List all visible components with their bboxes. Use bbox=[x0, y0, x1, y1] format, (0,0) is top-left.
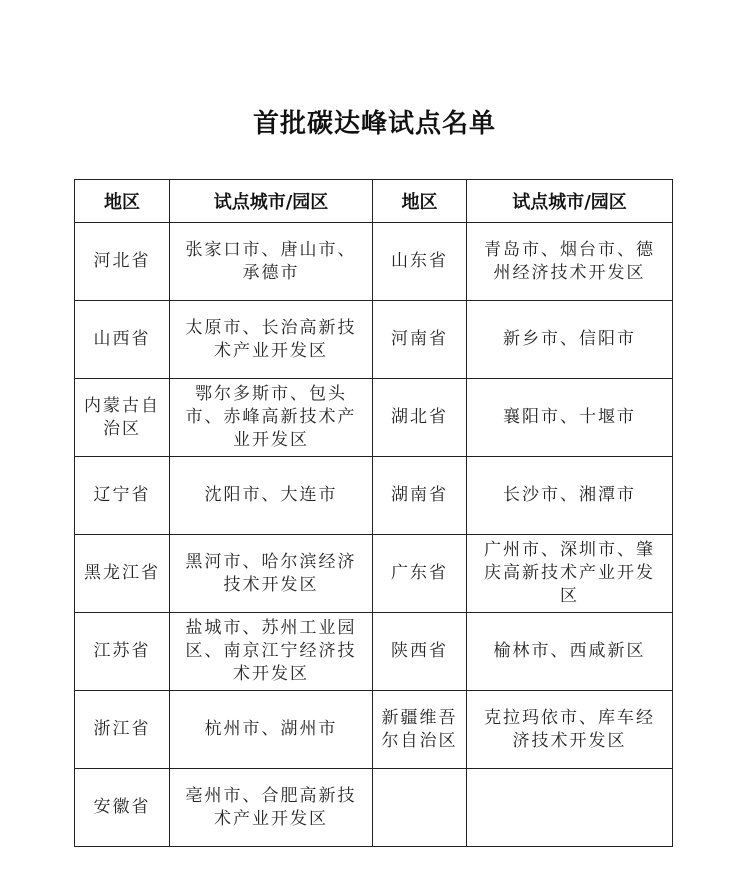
pilot-cell: 广州市、深圳市、肇庆高新技术产业开发区 bbox=[467, 535, 673, 613]
region-cell: 黑龙江省 bbox=[75, 535, 170, 613]
header-pilot-cities-2: 试点城市/园区 bbox=[467, 180, 673, 223]
region-cell: 辽宁省 bbox=[75, 457, 170, 535]
region-cell: 广东省 bbox=[373, 535, 467, 613]
pilot-cell bbox=[467, 769, 673, 847]
region-cell: 河北省 bbox=[75, 223, 170, 301]
pilot-cell: 襄阳市、十堰市 bbox=[467, 379, 673, 457]
region-cell: 新疆维吾尔自治区 bbox=[373, 691, 467, 769]
header-region-1: 地区 bbox=[75, 180, 170, 223]
pilot-cell: 盐城市、苏州工业园区、南京江宁经济技术开发区 bbox=[170, 613, 373, 691]
region-cell: 内蒙古自治区 bbox=[75, 379, 170, 457]
table-row bbox=[75, 379, 673, 457]
pilot-cell: 杭州市、湖州市 bbox=[170, 691, 373, 769]
document-title: 首批碳达峰试点名单 bbox=[252, 109, 496, 139]
pilot-cell: 新乡市、信阳市 bbox=[467, 301, 673, 379]
region-cell: 江苏省 bbox=[75, 613, 170, 691]
header-region-2: 地区 bbox=[373, 180, 467, 223]
region-cell: 湖北省 bbox=[373, 379, 467, 457]
pilot-cell: 克拉玛依市、库车经济技术开发区 bbox=[467, 691, 673, 769]
region-cell bbox=[373, 769, 467, 847]
table-row bbox=[75, 769, 673, 847]
table-row bbox=[75, 613, 673, 691]
region-cell: 山西省 bbox=[75, 301, 170, 379]
pilot-list-table bbox=[74, 179, 673, 847]
table-row bbox=[75, 535, 673, 613]
pilot-cell: 张家口市、唐山市、承德市 bbox=[170, 223, 373, 301]
region-cell: 河南省 bbox=[373, 301, 467, 379]
table-header-row bbox=[75, 180, 673, 223]
region-cell: 陕西省 bbox=[373, 613, 467, 691]
pilot-cell: 亳州市、合肥高新技术产业开发区 bbox=[170, 769, 373, 847]
pilot-cell: 青岛市、烟台市、德州经济技术开发区 bbox=[467, 223, 673, 301]
table-row bbox=[75, 457, 673, 535]
region-cell: 湖南省 bbox=[373, 457, 467, 535]
header-pilot-cities-1: 试点城市/园区 bbox=[170, 180, 373, 223]
table-row bbox=[75, 691, 673, 769]
table-row bbox=[75, 223, 673, 301]
pilot-cell: 鄂尔多斯市、包头市、赤峰高新技术产业开发区 bbox=[170, 379, 373, 457]
pilot-cell: 沈阳市、大连市 bbox=[170, 457, 373, 535]
table-row bbox=[75, 301, 673, 379]
region-cell: 山东省 bbox=[373, 223, 467, 301]
pilot-cell: 黑河市、哈尔滨经济技术开发区 bbox=[170, 535, 373, 613]
pilot-cell: 长沙市、湘潭市 bbox=[467, 457, 673, 535]
pilot-cell: 榆林市、西咸新区 bbox=[467, 613, 673, 691]
region-cell: 浙江省 bbox=[75, 691, 170, 769]
region-cell: 安徽省 bbox=[75, 769, 170, 847]
pilot-cell: 太原市、长治高新技术产业开发区 bbox=[170, 301, 373, 379]
